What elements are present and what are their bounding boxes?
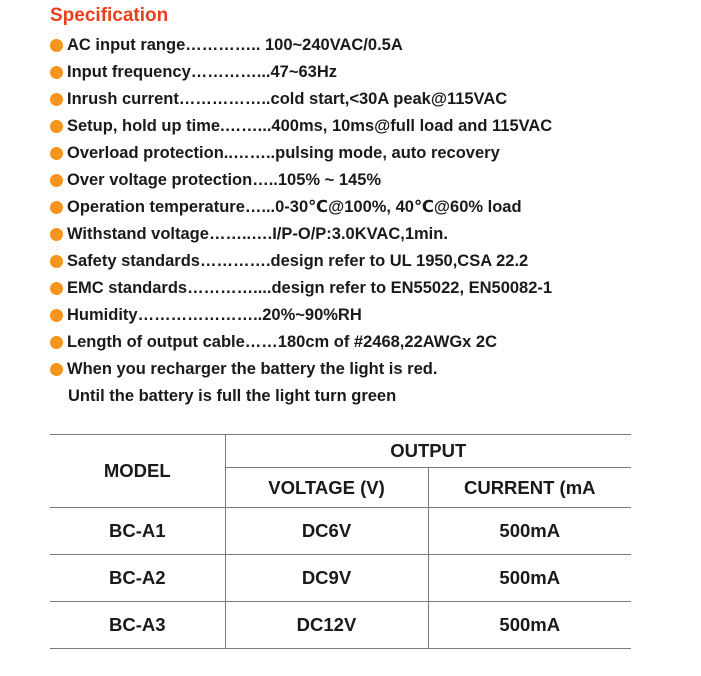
model-cell: BC-A2	[50, 555, 225, 602]
spec-item	[50, 275, 690, 302]
spec-text: Input frequency…………...47~63Hz	[67, 63, 338, 81]
current-header: CURRENT (mA	[428, 468, 631, 508]
spec-text: AC input range………….. 100~240VAC/0.5A	[67, 36, 403, 54]
table-row	[50, 508, 631, 555]
bullet-icon	[50, 228, 63, 241]
bullet-icon	[50, 363, 63, 376]
spec-item	[50, 248, 690, 275]
bullet-icon	[50, 201, 63, 214]
spec-item	[50, 32, 690, 59]
bullet-icon	[50, 255, 63, 268]
spec-text: Withstand voltage……..….I/P-O/P:3.0KVAC,1min.	[67, 225, 448, 243]
spec-text: When you recharger the battery the light is red.	[67, 360, 438, 378]
spec-text: Length of output cable……180cm of #2468,22AWGx 2C	[67, 333, 498, 351]
spec-item	[50, 329, 690, 356]
voltage-cell: DC12V	[225, 602, 428, 649]
voltage-header: VOLTAGE (V)	[225, 468, 428, 508]
spec-item	[50, 167, 690, 194]
table-row	[50, 555, 631, 602]
bullet-icon	[50, 93, 63, 106]
voltage-cell: DC9V	[225, 555, 428, 602]
spec-list	[50, 32, 690, 410]
output-table	[50, 434, 631, 649]
spec-text: Humidity…………………..20%~90%RH	[67, 306, 362, 324]
bullet-icon	[50, 66, 63, 79]
bullet-icon	[50, 174, 63, 187]
model-cell: BC-A3	[50, 602, 225, 649]
output-header: OUTPUT	[225, 435, 631, 468]
spec-continuation: Until the battery is full the light turn green	[68, 387, 397, 405]
spec-text: Overload protection..……..pulsing mode, auto recovery	[67, 144, 500, 162]
bullet-icon	[50, 282, 63, 295]
current-cell: 500mA	[428, 508, 631, 555]
bullet-icon	[50, 336, 63, 349]
page-title: Specification	[50, 5, 169, 26]
spec-item	[50, 86, 690, 113]
bullet-icon	[50, 39, 63, 52]
spec-text: EMC standards…………....design refer to EN55022, EN50082-1	[67, 279, 553, 297]
spec-item	[50, 194, 690, 221]
bullet-icon	[50, 147, 63, 160]
spec-text: Over voltage protection…..105% ~ 145%	[67, 171, 382, 189]
bullet-icon	[50, 120, 63, 133]
current-cell: 500mA	[428, 602, 631, 649]
model-header: MODEL	[50, 435, 225, 508]
spec-item	[50, 302, 690, 329]
spec-item	[50, 140, 690, 167]
spec-text: Inrush current……………..cold start,<30A peak@115VAC	[67, 90, 508, 108]
spec-item	[50, 59, 690, 86]
spec-text: Operation temperature…...0-30℃@100%, 40℃@60% load	[67, 198, 522, 216]
table-header-row	[50, 435, 631, 468]
spec-item	[50, 113, 690, 140]
spec-text: Setup, hold up time.……...400ms, 10ms@full load and 115VAC	[67, 117, 553, 135]
table-row	[50, 602, 631, 649]
spec-item	[50, 356, 690, 383]
voltage-cell: DC6V	[225, 508, 428, 555]
bullet-icon	[50, 309, 63, 322]
model-cell: BC-A1	[50, 508, 225, 555]
spec-text: Safety standards………….design refer to UL 1950,CSA 22.2	[67, 252, 529, 270]
current-cell: 500mA	[428, 555, 631, 602]
spec-item	[50, 221, 690, 248]
